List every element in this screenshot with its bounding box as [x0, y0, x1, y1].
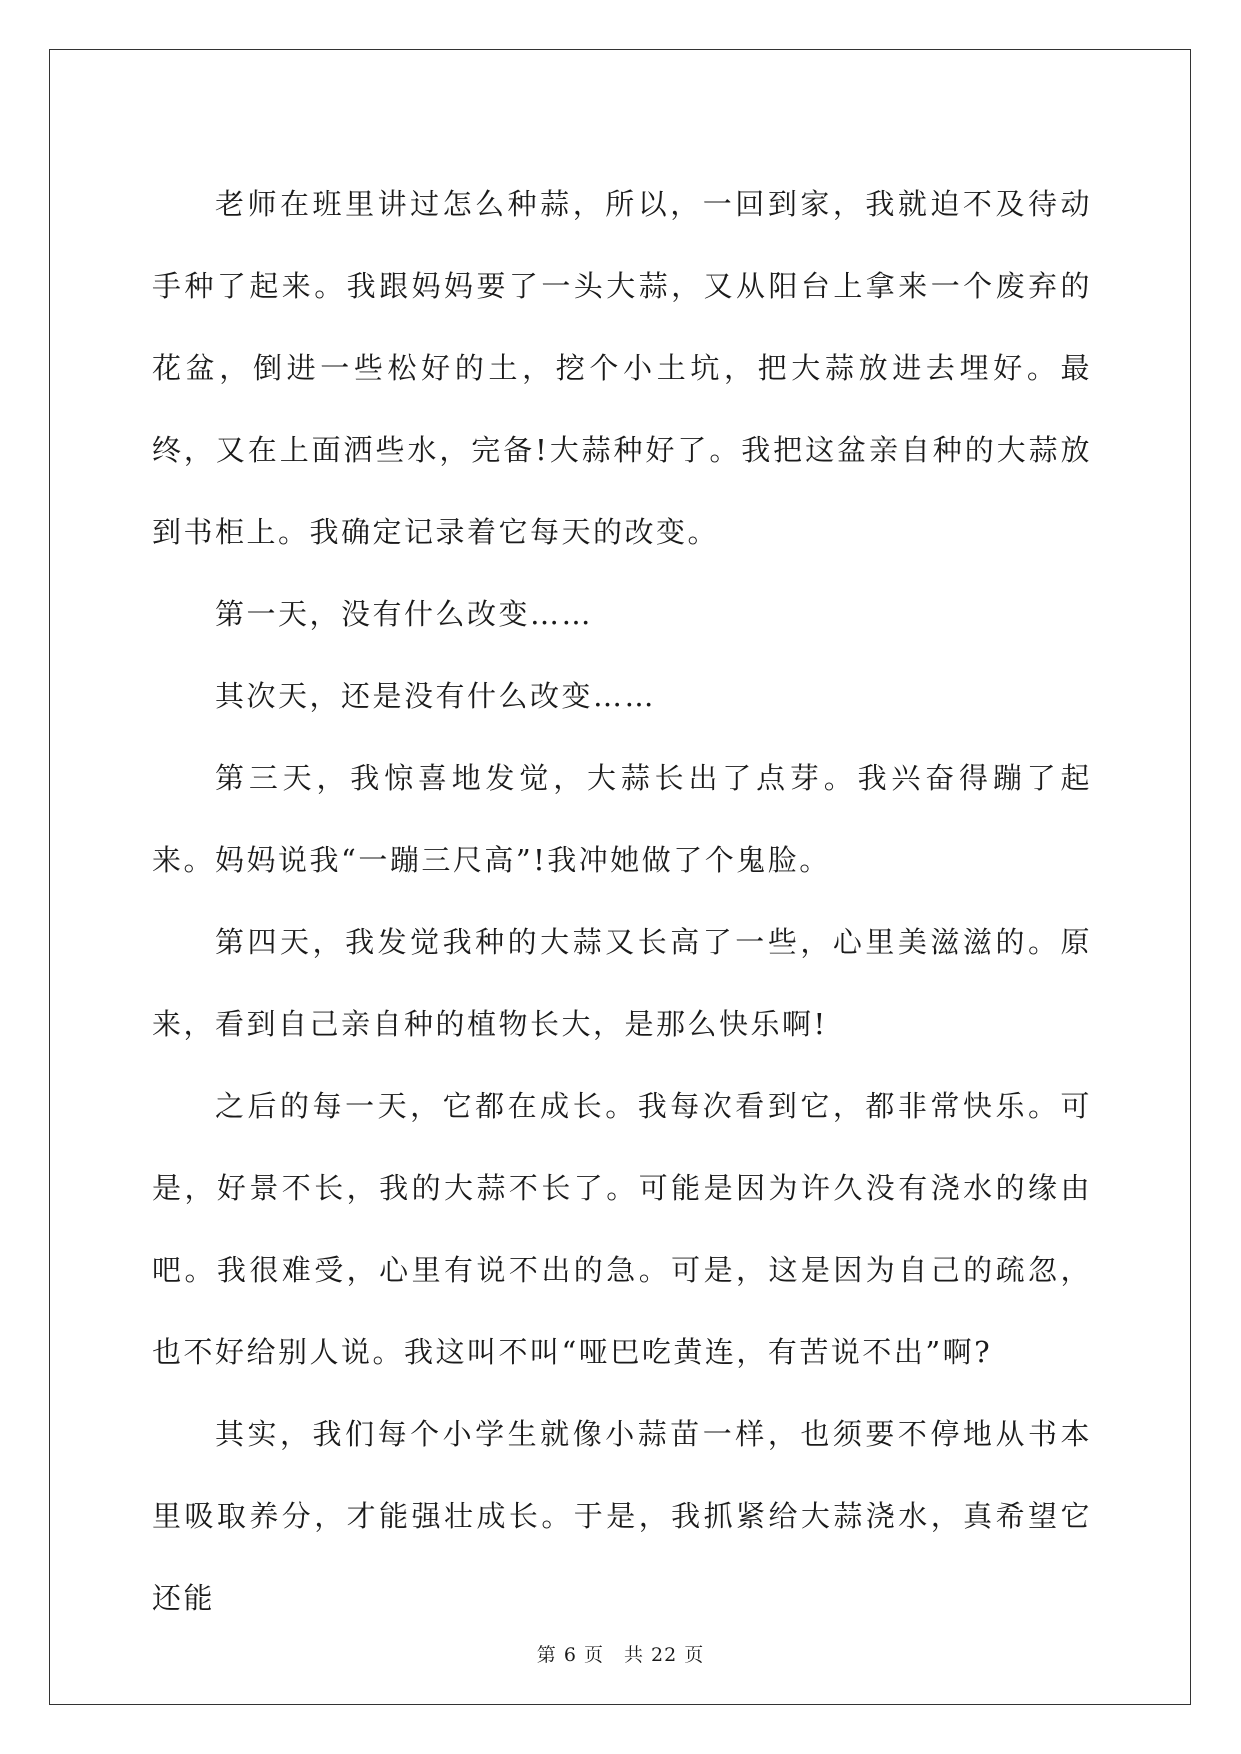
paragraph-1: 老师在班里讲过怎么种蒜，所以，一回到家，我就迫不及待动手种了起来。我跟妈妈要了一头大蒜，又从阳台上拿来一个废弃的花盆，倒进一些松好的土，挖个小土坑，把大蒜放进去埋好。最终，又在上面洒些水，完备!大蒜种好了。我把这盆亲自种的大蒜放到书柜上。我确定记录着它每天的改变。: [152, 187, 1092, 549]
paragraph-5: 第四天，我发觉我种的大蒜又长高了一些，心里美滋滋的。原来，看到自己亲自种的植物长大，是那么快乐啊!: [152, 925, 1092, 1041]
paragraph-6: 之后的每一天，它都在成长。我每次看到它，都非常快乐。可是，好景不长，我的大蒜不长了。可能是因为许久没有浇水的缘由吧。我很难受，心里有说不出的急。可是，这是因为自己的疏忽，也不好给别人说。我这叫不叫“哑巴吃黄连，有苦说不出”啊?: [152, 1089, 1092, 1369]
paragraph-2: 第一天，没有什么改变……: [215, 597, 594, 631]
page-number-footer: 第 6 页 共 22 页: [536, 1644, 705, 1666]
paragraph-7: 其实，我们每个小学生就像小蒜苗一样，也须要不停地从书本里吸取养分，才能强壮成长。于是，我抓紧给大蒜浇水，真希望它还能: [152, 1417, 1092, 1615]
document-body: [152, 163, 1092, 1639]
paragraph-3: 其次天，还是没有什么改变……: [215, 679, 657, 713]
paragraph-4: 第三天，我惊喜地发觉，大蒜长出了点芽。我兴奋得蹦了起来。妈妈说我“一蹦三尺高”!我冲她做了个鬼脸。: [152, 761, 1092, 877]
